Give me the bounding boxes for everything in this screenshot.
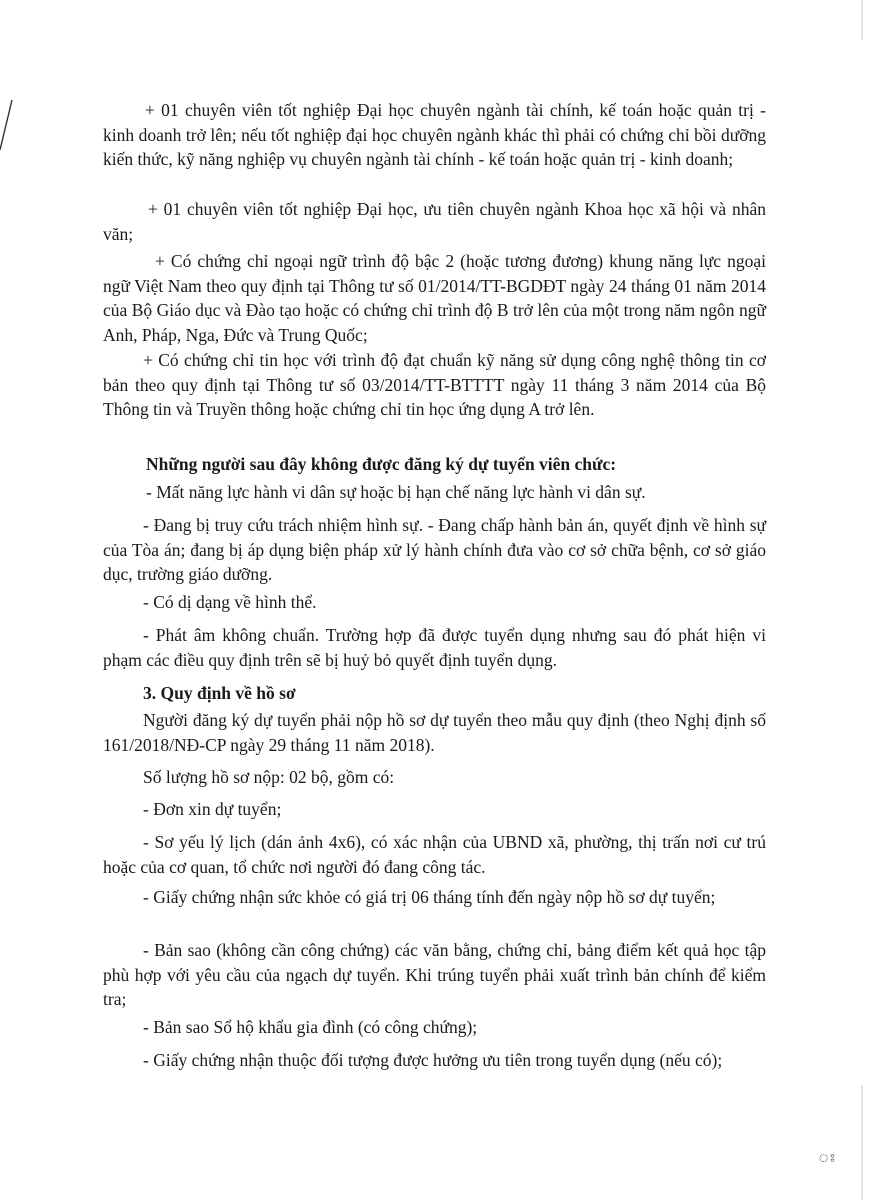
paragraph-dossier-count: Số lượng hồ sơ nộp: 02 bộ, gồm có:	[143, 767, 395, 787]
paragraph-criminal-liability: - Đang bị truy cứu trách nhiệm hình sự. - Đang chấp hành bản án, quyết định về hình sự của Tòa án; đang bị áp dụng biện pháp xử lý hành chính đưa vào cơ sở chữa bệnh, cơ sở giáo dục, trường giáo dưỡng.	[103, 515, 766, 585]
heading-ineligible-persons: Những người sau đây không được đăng ký dự tuyển viên chức:	[146, 454, 617, 474]
list-item-resume: - Sơ yếu lý lịch (dán ảnh 4x6), có xác nhận của UBND xã, phường, thị trấn nơi cư trú hoặc của cơ quan, tổ chức nơi người đó đang công tác.	[103, 832, 766, 877]
paragraph-physical-deformity: - Có dị dạng về hình thể.	[143, 592, 317, 612]
list-item-priority-certificate: - Giấy chứng nhận thuộc đối tượng được hưởng ưu tiên trong tuyển dụng (nếu có);	[143, 1050, 723, 1070]
list-item-household-book: - Bản sao Sổ hộ khẩu gia đình (có công chứng);	[143, 1017, 478, 1037]
paragraph-accounting-specialist: + 01 chuyên viên tốt nghiệp Đại học chuyên ngành tài chính, kế toán hoặc quản trị - kinh doanh trở lên; nếu tốt nghiệp đại học chuyên ngành khác thì phải có chứng chỉ bồi dưỡng kiến thức, kỹ năng nghiệp vụ chuyên ngành tài chính - kế toán hoặc quản trị - kinh doanh;	[103, 100, 766, 170]
paragraph-it-certificate: + Có chứng chỉ tin học với trình độ đạt chuẩn kỹ năng sử dụng công nghệ thông tin cơ bản theo quy định tại Thông tư số 03/2014/TT-BTTTT ngày 11 tháng 3 năm 2014 của Bộ Thông tin và Truyền thông hoặc chứng chỉ tin học ứng dụng A trở lên.	[103, 350, 766, 420]
paragraph-pronunciation: - Phát âm không chuẩn. Trường hợp đã được tuyển dụng nhưng sau đó phát hiện vi phạm các điều quy định trên sẽ bị huỷ bỏ quyết định tuyển dụng.	[103, 625, 766, 670]
paragraph-civil-capacity: - Mất năng lực hành vi dân sự hoặc bị hạn chế năng lực hành vi dân sự.	[146, 482, 646, 502]
paragraph-social-sciences-specialist: + 01 chuyên viên tốt nghiệp Đại học, ưu tiên chuyên ngành Khoa học xã hội và nhân văn;	[103, 199, 766, 244]
paragraph-dossier-form: Người đăng ký dự tuyển phải nộp hồ sơ dự tuyển theo mẫu quy định (theo Nghị định số 161/2018/NĐ-CP ngày 29 tháng 11 năm 2018).	[103, 710, 766, 755]
list-item-diplomas: - Bản sao (không cần công chứng) các văn bằng, chứng chỉ, bảng điểm kết quả học tập phù hợp với yêu cầu của ngạch dự tuyển. Khi trúng tuyển phải xuất trình bản chính để kiểm tra;	[103, 940, 766, 1010]
list-item-application: - Đơn xin dự tuyển;	[143, 799, 282, 819]
section-heading-dossier: 3. Quy định về hồ sơ	[143, 683, 296, 703]
scan-speck: ঃ	[818, 1151, 836, 1165]
paragraph-foreign-language: + Có chứng chỉ ngoại ngữ trình độ bậc 2 (hoặc tương đương) khung năng lực ngoại ngữ Việt Nam theo quy định tại Thông tư số 01/2014/TT-BGDĐT ngày 24 tháng 01 năm 2014 của Bộ Giáo dục và Đào tạo hoặc có chứng chỉ trình độ B trở lên của một trong năm ngôn ngữ Anh, Pháp, Nga, Đức và Trung Quốc;	[103, 251, 766, 345]
list-item-health-certificate: - Giấy chứng nhận sức khỏe có giá trị 06 tháng tính đến ngày nộp hồ sơ dự tuyển;	[143, 887, 716, 907]
